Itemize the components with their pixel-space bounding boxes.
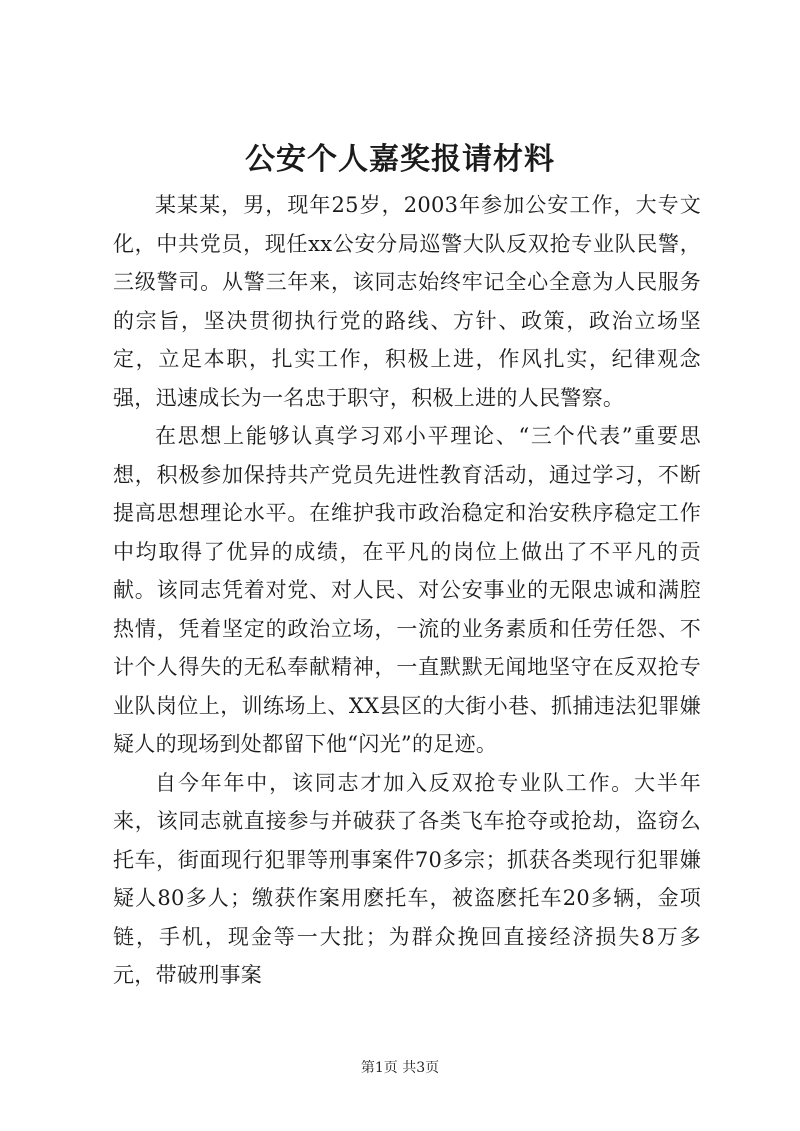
document-title: 公安个人嘉奖报请材料 [245, 142, 555, 177]
document-body [113, 186, 701, 995]
paragraph-2: 在思想上能够认真学习邓小平理论、“三个代表”重要思想，积极参加保持共产党员先进性教育活动，通过学习，不断提高思想理论水平。在维护我市政治稳定和治安秩序稳定工作中均取得了优异的成绩，在平凡的岗位上做出了不平凡的贡献。该同志凭着对党、对人民、对公安事业的无限忠诚和满腔热情，凭着坚定的政治立场，一流的业务素质和任劳任怨、不计个人得失的无私奉献精神，一直默默无闻地坚守在反双抢专业队岗位上，训练场上、XX县区的大街小巷、抓捕违法犯罪嫌疑人的现场到处都留下他“闪光”的足迹。 [113, 424, 701, 756]
paragraph-3: 自今年年中，该同志才加入反双抢专业队工作。大半年来，该同志就直接参与并破获了各类飞车抢夺或抢劫，盗窃么托车，街面现行犯罪等刑事案件70多宗；抓获各类现行犯罪嫌疑人80多人；缴获作案用麽托车，被盗麽托车20多辆，金项链，手机，现金等一大批；为群众挽回直接经济损失8万多元，带破刑事案 [113, 770, 701, 987]
paragraph-1: 某某某，男，现年25岁，2003年参加公安工作，大专文化，中共党员，现任xx公安分局巡警大队反双抢专业队民警，三级警司。从警三年来，该同志始终牢记全心全意为人民服务的宗旨，坚决贯彻执行党的路线、方针、政策，政治立场坚定，立足本职，扎实工作，积极上进，作风扎实，纪律观念强，迅速成长为一名忠于职守，积极上进的人民警察。 [113, 193, 701, 410]
page-number-footer: 第1页 共3页 [360, 1060, 440, 1076]
